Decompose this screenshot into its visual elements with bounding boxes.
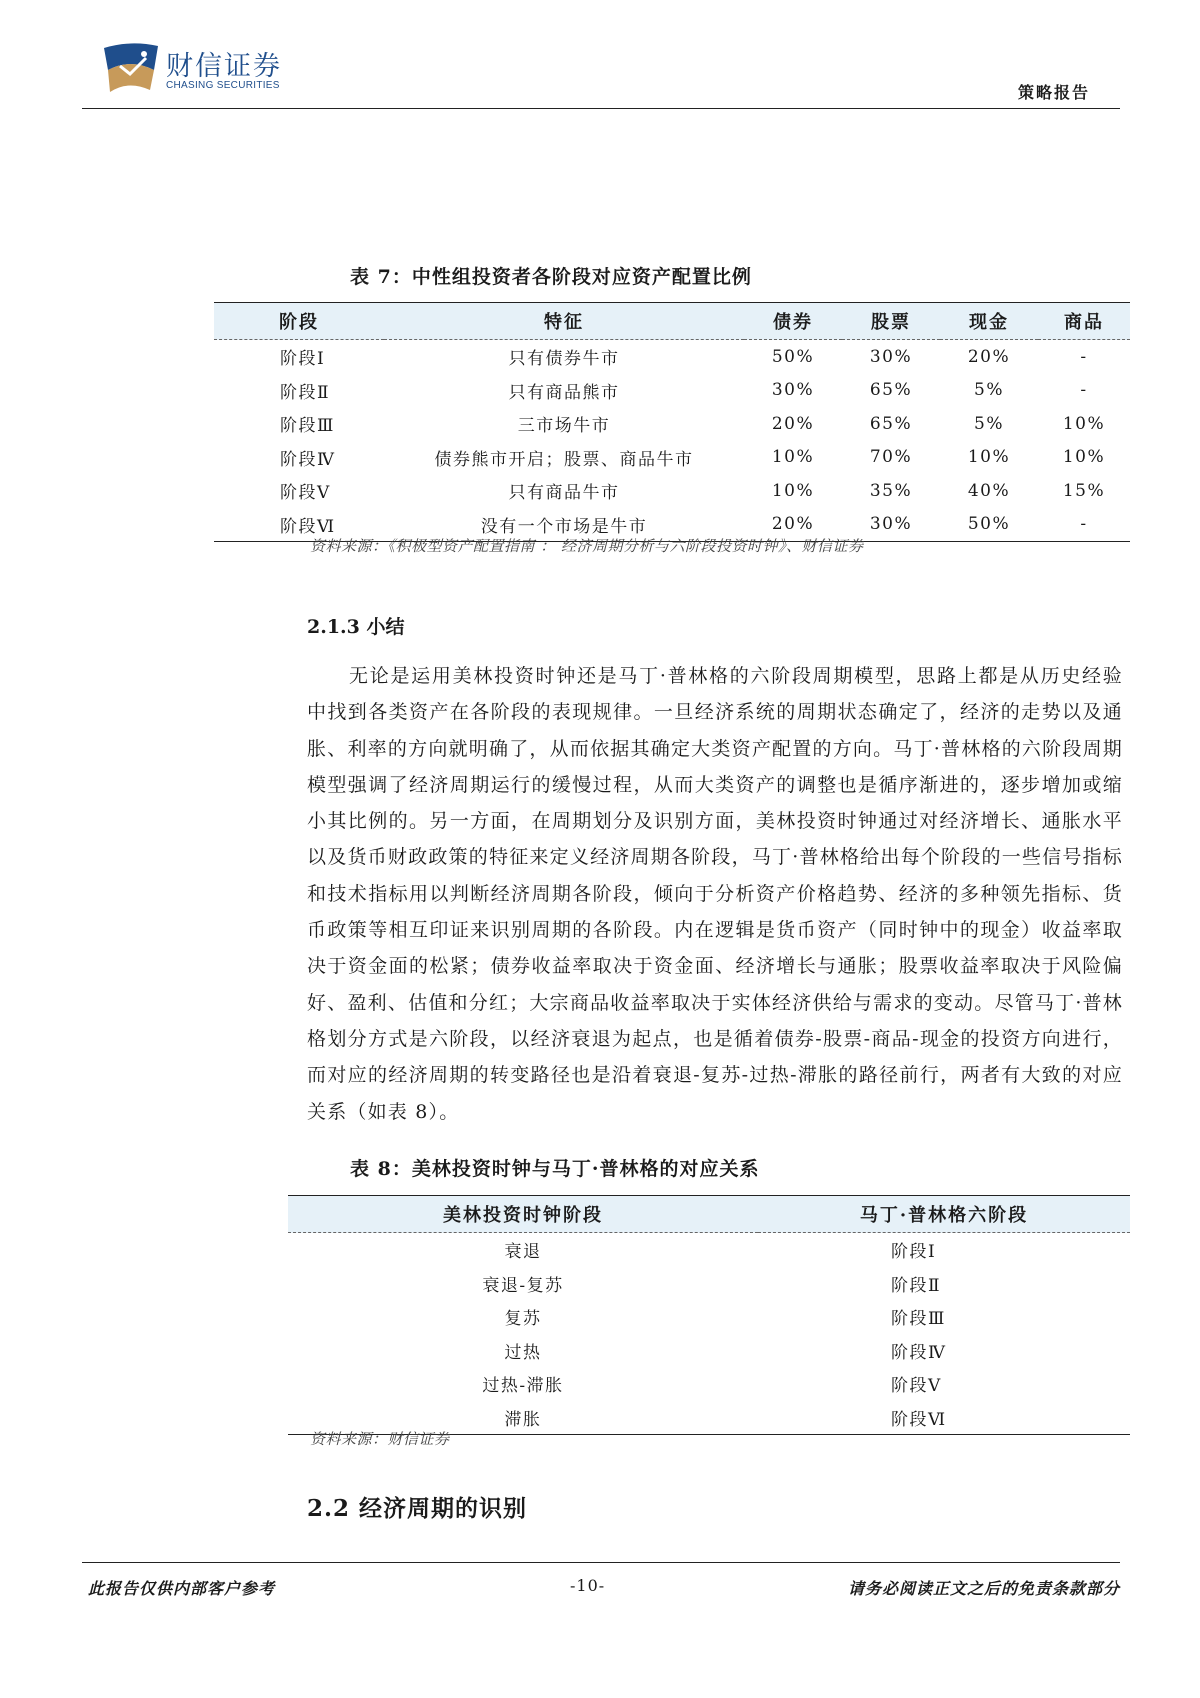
table-row	[214, 374, 1130, 408]
table-cell: 阶段Ⅲ	[280, 416, 335, 437]
company-logo-icon	[100, 40, 162, 96]
table-row	[214, 340, 1130, 374]
table-cell: 过热-滞胀	[482, 1376, 564, 1397]
column-header: 债券	[744, 303, 842, 340]
table-cell: 10%	[1062, 447, 1106, 468]
table-cell: 阶段Ⅵ	[214, 508, 384, 542]
table-cell: 30%	[842, 508, 940, 542]
table-cell: -	[1080, 380, 1088, 401]
table-cell: 20%	[771, 413, 815, 434]
table-row	[288, 1267, 1130, 1301]
page-number: -10-	[570, 1576, 606, 1595]
table7-allocation	[214, 302, 1130, 542]
table-cell: 40%	[967, 480, 1011, 501]
table-cell: 阶段Ⅰ	[280, 349, 326, 370]
table-cell: 阶段Ⅳ	[280, 449, 336, 470]
table-row	[288, 1367, 1130, 1401]
table-cell: 10%	[771, 447, 815, 468]
table-cell: 阶段Ⅴ	[891, 1376, 942, 1397]
footer-disclaimer-right: 请务必阅读正文之后的免责条款部分	[847, 1579, 1120, 1598]
table-row	[214, 441, 1130, 475]
header-divider	[82, 108, 1120, 109]
table-cell: 只有商品熊市	[508, 382, 620, 403]
section-heading-2-1-3: 2.1.3 小结	[307, 616, 405, 638]
table-cell: 20%	[967, 346, 1011, 367]
column-header: 特征	[384, 303, 744, 340]
column-header: 股票	[842, 303, 940, 340]
table-cell: 阶段Ⅴ	[280, 483, 331, 504]
table-cell: 30%	[771, 380, 815, 401]
column-header: 美林投资时钟阶段	[288, 1196, 758, 1233]
brand-name-cn: 财信证券	[166, 51, 282, 82]
table7-caption: 表 7：中性组投资者各阶段对应资产配置比例	[350, 266, 752, 288]
table-cell: 10%	[771, 480, 815, 501]
table-cell: 衰退-复苏	[482, 1275, 564, 1296]
table-cell: 复苏	[504, 1309, 542, 1330]
table8-caption: 表 8：美林投资时钟与马丁·普林格的对应关系	[350, 1158, 760, 1180]
column-header: 马丁·普林格六阶段	[758, 1196, 1130, 1233]
table-cell: 5%	[974, 413, 1004, 434]
table7-source-note: 资料来源：《积极型资产配置指南 ： 经济周期分析与六阶段投资时钟》、财信证券	[310, 537, 864, 555]
table-cell: 35%	[869, 480, 913, 501]
table-cell: 没有一个市场是牛市	[384, 508, 744, 542]
table-cell: 阶段Ⅱ	[280, 382, 331, 403]
section-heading-2-2: 2.2 经济周期的识别	[307, 1495, 528, 1522]
table-cell: 只有债券牛市	[508, 349, 620, 370]
table-cell: 阶段Ⅵ	[758, 1401, 1130, 1435]
table-row	[214, 474, 1130, 508]
table-cell: 过热	[504, 1342, 542, 1363]
table-cell: 阶段Ⅱ	[891, 1275, 942, 1296]
table-cell: 阶段Ⅳ	[891, 1342, 947, 1363]
table-cell: 衰退	[504, 1242, 542, 1263]
table-cell: 只有商品牛市	[508, 483, 620, 504]
table-row	[288, 1334, 1130, 1368]
body-paragraph: 无论是运用美林投资时钟还是马丁·普林格的六阶段周期模型，思路上都是从历史经验中找到各类资产在各阶段的表现规律。一旦经济系统的周期状态确定了，经济的走势以及通胀、利率的方向就明确了，从而依据其确定大类资产配置的方向。马丁·普林格的六阶段周期模型强调了经济周期运行的缓慢过程，从而大类资产的调整也是循序渐进的，逐步增加或缩小其比例的。另一方面，在周期划分及识别方面，美林投资时钟通过对经济增长、通胀水平以及货币财政政策的特征来定义经济周期各阶段，马丁·普林格给出每个阶段的一些信号指标和技术指标用以判断经济周期各阶段，倾向于分析资产价格趋势、经济的多种领先指标、货币政策等相互印证来识别周期的各阶段。内在逻辑是货币资产（同时钟中的现金）收益率取决于资金面的松紧；债券收益率取决于资金面、经济增长与通胀；股票收益率取决于风险偏好、盈利、估值和分红；大宗商品收益率取决于实体经济供给与需求的变动。尽管马丁·普林格划分方式是六阶段，以经济衰退为起点，也是循着债券-股票-商品-现金的投资方向进行，而对应的经济周期的转变路径也是沿着衰退-复苏-过热-滞胀的路径前行，两者有大致的对应关系（如表 8）。	[307, 665, 1123, 1123]
table-cell: -	[1080, 346, 1088, 367]
table-cell: 债券熊市开启；股票、商品牛市	[434, 449, 694, 470]
table-cell: 70%	[869, 447, 913, 468]
table-cell: 65%	[869, 380, 913, 401]
table-cell: 10%	[967, 447, 1011, 468]
table8-mapping	[288, 1195, 1130, 1435]
table-row	[288, 1300, 1130, 1334]
footer-divider	[82, 1562, 1120, 1563]
table-cell: 50%	[771, 346, 815, 367]
report-type-label: 策略报告	[1017, 83, 1090, 102]
column-header: 现金	[940, 303, 1038, 340]
table-cell: 滞胀	[288, 1401, 758, 1435]
column-header: 阶段	[214, 303, 384, 340]
table-row	[214, 407, 1130, 441]
table-cell: 15%	[1062, 480, 1106, 501]
table-cell: 5%	[974, 380, 1004, 401]
table-cell: 10%	[1062, 413, 1106, 434]
table-cell: 阶段Ⅰ	[891, 1242, 937, 1263]
column-header: 商品	[1038, 303, 1130, 340]
table-cell: 阶段Ⅲ	[891, 1309, 946, 1330]
table-header-row	[214, 303, 1130, 340]
table-header-row	[288, 1196, 1130, 1233]
table-cell: -	[1038, 508, 1130, 542]
table-cell: 50%	[940, 508, 1038, 542]
footer-disclaimer-left: 此报告仅供内部客户参考	[88, 1579, 276, 1598]
table8-source-note: 资料来源：财信证券	[310, 1430, 450, 1448]
table-row	[288, 1233, 1130, 1267]
brand-name-en: CHASING SECURITIES	[166, 80, 280, 91]
table-cell: 65%	[869, 413, 913, 434]
table-cell: 30%	[869, 346, 913, 367]
table-cell: 20%	[744, 508, 842, 542]
table-cell: 三市场牛市	[517, 416, 611, 437]
